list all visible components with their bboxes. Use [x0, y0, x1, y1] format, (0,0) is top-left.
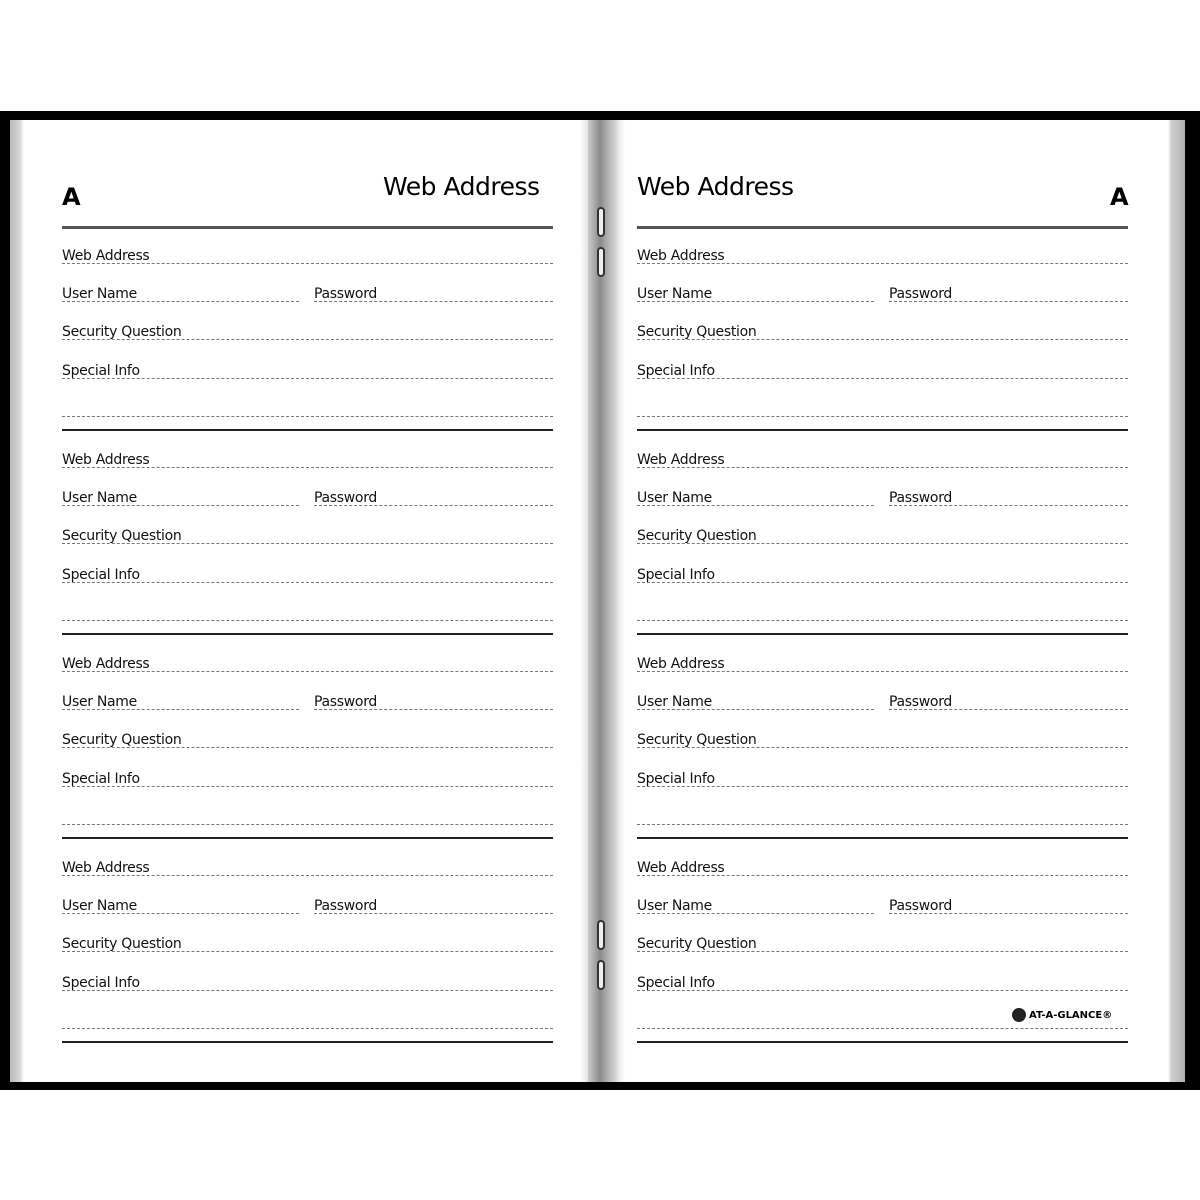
- staple: [597, 960, 605, 990]
- user-name-field[interactable]: User Name: [62, 287, 299, 302]
- password-field[interactable]: Password: [889, 287, 1128, 302]
- entry-divider: [637, 837, 1128, 839]
- staple: [597, 247, 605, 277]
- special-info-field[interactable]: Special Info: [62, 772, 553, 787]
- security-question-field[interactable]: Security Question: [62, 529, 553, 544]
- special-info-extra-line[interactable]: [637, 810, 1128, 825]
- index-letter: A: [62, 183, 81, 211]
- entry-divider: [637, 429, 1128, 431]
- special-info-extra-line[interactable]: [62, 810, 553, 825]
- user-name-field[interactable]: User Name: [637, 287, 874, 302]
- password-field[interactable]: Password: [889, 491, 1128, 506]
- header-rule: [637, 226, 1128, 229]
- entry-divider: [62, 633, 553, 635]
- special-info-field[interactable]: Special Info: [62, 976, 553, 991]
- security-question-field[interactable]: Security Question: [637, 529, 1128, 544]
- user-name-field[interactable]: User Name: [62, 899, 299, 914]
- special-info-extra-line[interactable]: [637, 606, 1128, 621]
- web-address-field[interactable]: Web Address: [637, 249, 1128, 264]
- web-address-field[interactable]: Web Address: [62, 453, 553, 468]
- password-field[interactable]: Password: [314, 695, 553, 710]
- security-question-field[interactable]: Security Question: [637, 733, 1128, 748]
- password-field[interactable]: Password: [314, 287, 553, 302]
- special-info-field[interactable]: Special Info: [637, 772, 1128, 787]
- web-address-field[interactable]: Web Address: [637, 861, 1128, 876]
- special-info-field[interactable]: Special Info: [637, 364, 1128, 379]
- user-name-field[interactable]: User Name: [637, 491, 874, 506]
- web-address-field[interactable]: Web Address: [62, 657, 553, 672]
- special-info-field[interactable]: Special Info: [637, 976, 1128, 991]
- entry-divider: [62, 837, 553, 839]
- security-question-field[interactable]: Security Question: [637, 937, 1128, 952]
- entry-divider: [637, 633, 1128, 635]
- special-info-field[interactable]: Special Info: [62, 568, 553, 583]
- user-name-field[interactable]: User Name: [637, 695, 874, 710]
- special-info-extra-line[interactable]: [62, 606, 553, 621]
- password-field[interactable]: Password: [889, 695, 1128, 710]
- brand-logo: [1012, 1008, 1112, 1022]
- staple: [597, 920, 605, 950]
- web-address-field[interactable]: Web Address: [637, 657, 1128, 672]
- brand-logo-icon: [1012, 1008, 1026, 1022]
- special-info-extra-line[interactable]: [637, 402, 1128, 417]
- user-name-field[interactable]: User Name: [62, 491, 299, 506]
- web-address-field[interactable]: Web Address: [637, 453, 1128, 468]
- special-info-field[interactable]: Special Info: [62, 364, 553, 379]
- entry-divider: [62, 1041, 553, 1043]
- entry-divider: [62, 429, 553, 431]
- user-name-field[interactable]: User Name: [62, 695, 299, 710]
- user-name-field[interactable]: User Name: [637, 899, 874, 914]
- password-field[interactable]: Password: [889, 899, 1128, 914]
- page-title: Web Address: [637, 172, 794, 201]
- security-question-field[interactable]: Security Question: [62, 937, 553, 952]
- brand-logo-text: AT-A-GLANCE®: [1029, 1009, 1113, 1021]
- web-address-field[interactable]: Web Address: [62, 861, 553, 876]
- special-info-extra-line[interactable]: [62, 1014, 553, 1029]
- special-info-field[interactable]: Special Info: [637, 568, 1128, 583]
- page-title: Web Address: [383, 172, 540, 201]
- security-question-field[interactable]: Security Question: [62, 733, 553, 748]
- header-rule: [62, 226, 553, 229]
- staple: [597, 207, 605, 237]
- password-field[interactable]: Password: [314, 899, 553, 914]
- password-field[interactable]: Password: [314, 491, 553, 506]
- index-letter: A: [1110, 183, 1129, 211]
- special-info-extra-line[interactable]: [62, 402, 553, 417]
- security-question-field[interactable]: Security Question: [637, 325, 1128, 340]
- security-question-field[interactable]: Security Question: [62, 325, 553, 340]
- web-address-field[interactable]: Web Address: [62, 249, 553, 264]
- entry-divider: [637, 1041, 1128, 1043]
